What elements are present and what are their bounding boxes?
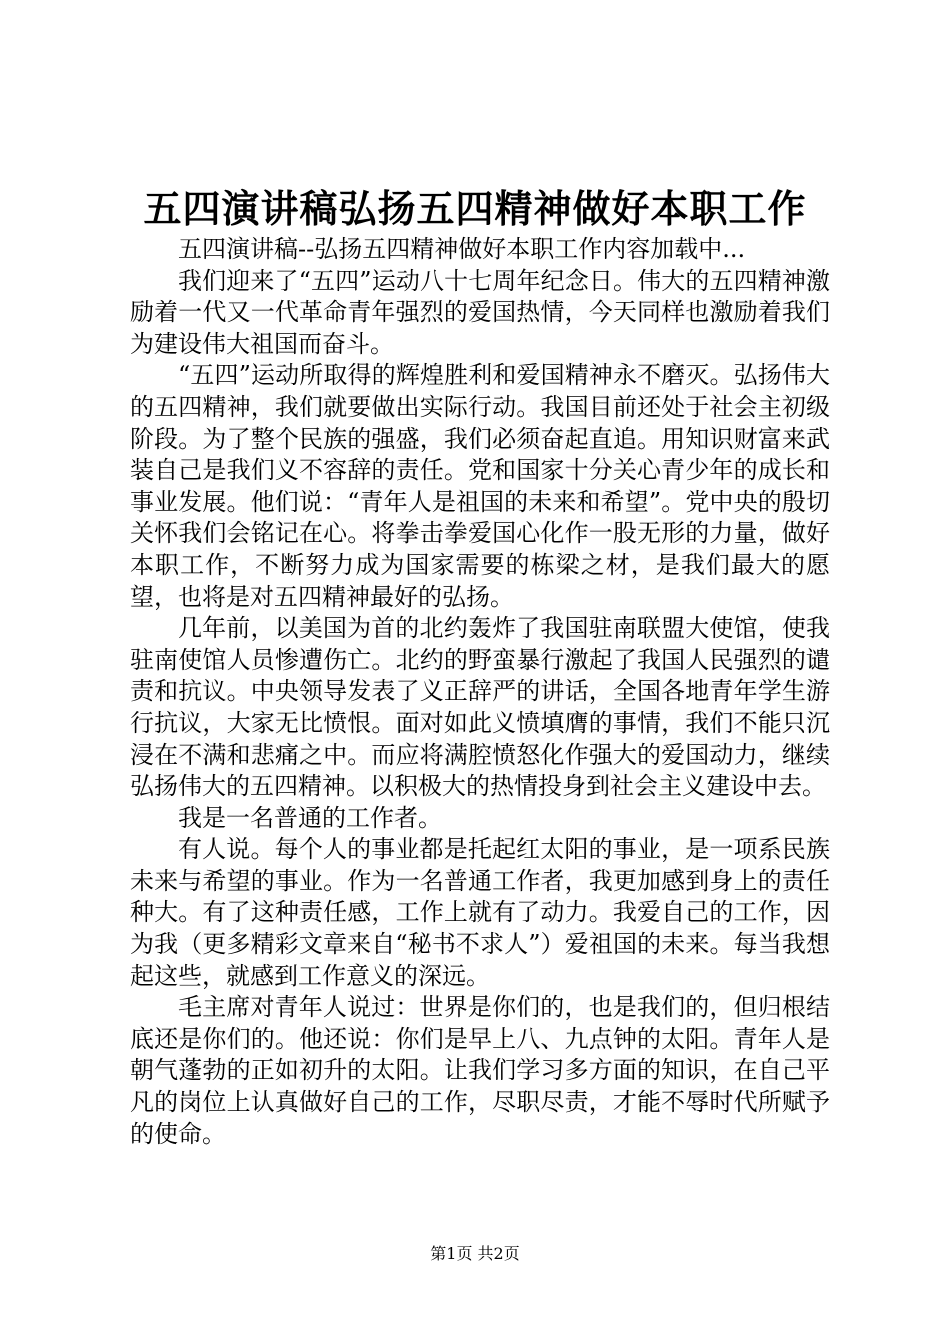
page-number-footer: 第1页 共2页 bbox=[430, 1244, 520, 1263]
paragraph-intro: 五四演讲稿--弘扬五四精神做好本职工作内容加载中... bbox=[178, 235, 746, 263]
paragraph: 有人说。每个人的事业都是托起红太阳的事业，是一项系民族未来与希望的事业。作为一名普通工作者，我更加感到身上的责任种大。有了这种责任感，工作上就有了动力。我爱自己的工作，因为我（更多精彩文章来自“秘书不求人”）爱祖国的未来。每当我想起这些，就感到工作意义的深远。 bbox=[130, 835, 830, 990]
paragraph: “五四”运动所取得的辉煌胜利和爱国精神永不磨灭。弘扬伟大的五四精神，我们就要做出实际行动。我国目前还处于社会主初级阶段。为了整个民族的强盛，我们必须奋起直追。用知识财富来武装自己是我们义不容辞的责任。党和国家十分关心青少年的成长和事业发展。他们说：“青年人是祖国的未来和希望”。党中央的殷切关怀我们会铭记在心。将拳击拳爱国心化作一股无形的力量，做好本职工作，不断努力成为国家需要的栋梁之材，是我们最大的愿望，也将是对五四精神最好的弘扬。 bbox=[130, 361, 830, 611]
paragraph: 毛主席对青年人说过：世界是你们的，也是我们的，但归根结底还是你们的。他还说：你们是早上八、九点钟的太阳。青年人是朝气蓬勃的正如初升的太阳。让我们学习多方面的知识，在自己平凡的岗位上认真做好自己的工作，尽职尽责，才能不辱时代所赋予的使命。 bbox=[130, 993, 830, 1148]
paragraph: 我是一名普通的工作者。 bbox=[178, 803, 442, 832]
paragraph: 几年前，以美国为首的北约轰炸了我国驻南联盟大使馆，使我驻南使馆人员惨遭伤亡。北约的野蛮暴行激起了我国人民强烈的谴责和抗议。中央领导发表了义正辞严的讲话，全国各地青年学生游行抗议，大家无比愤恨。面对如此义愤填膺的事情，我们不能只沉浸在不满和悲痛之中。而应将满腔愤怒化作强大的爱国动力，继续弘扬伟大的五四精神。以积极大的热情投身到社会主义建设中去。 bbox=[130, 614, 830, 801]
document-title: 五四演讲稿弘扬五四精神做好本职工作 bbox=[143, 186, 807, 231]
paragraph: 我们迎来了“五四”运动八十七周年纪念日。伟大的五四精神激励着一代又一代革命青年强烈的爱国热情，今天同样也激励着我们为建设伟大祖国而奋斗。 bbox=[130, 266, 830, 358]
document-body bbox=[130, 234, 830, 1150]
